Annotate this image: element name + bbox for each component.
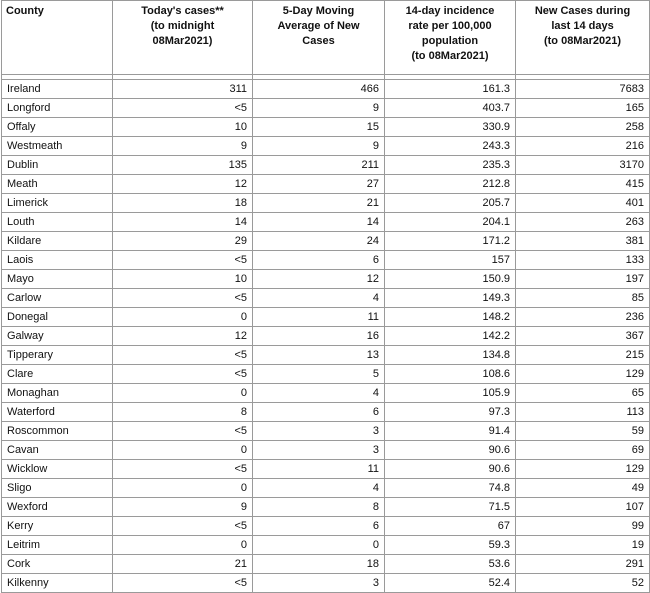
table-row [2, 403, 650, 422]
moving-average-cell: 16 [253, 327, 385, 346]
moving-average-cell: 27 [253, 175, 385, 194]
table-row [2, 289, 650, 308]
moving-average-cell: 3 [253, 422, 385, 441]
moving-average-cell: 9 [253, 99, 385, 118]
new-cases-14-cell: 367 [516, 327, 650, 346]
new-cases-14-cell: 129 [516, 460, 650, 479]
incidence-rate-cell: 53.6 [385, 555, 516, 574]
incidence-rate-cell: 212.8 [385, 175, 516, 194]
moving-average-cell: 6 [253, 517, 385, 536]
new-cases-14-cell: 258 [516, 118, 650, 137]
incidence-rate-cell: 235.3 [385, 156, 516, 175]
table-row [2, 555, 650, 574]
moving-average-cell: 3 [253, 441, 385, 460]
table-row [2, 384, 650, 403]
county-cell: Louth [2, 213, 113, 232]
county-cell: Mayo [2, 270, 113, 289]
county-cell: Wicklow [2, 460, 113, 479]
today-cases-cell: 10 [113, 118, 253, 137]
county-cell: Roscommon [2, 422, 113, 441]
table-body [2, 75, 650, 593]
new-cases-14-cell: 3170 [516, 156, 650, 175]
table-row [2, 80, 650, 99]
new-cases-14-cell: 99 [516, 517, 650, 536]
new-cases-14-cell: 401 [516, 194, 650, 213]
moving-average-cell: 18 [253, 555, 385, 574]
new-cases-14-cell: 165 [516, 99, 650, 118]
moving-average-cell: 0 [253, 536, 385, 555]
incidence-rate-cell: 205.7 [385, 194, 516, 213]
header-new-cases-14-days: New Cases during last 14 days (to 08Mar2021) [516, 1, 650, 75]
county-cell: Leitrim [2, 536, 113, 555]
county-cell: Tipperary [2, 346, 113, 365]
covid-county-table [1, 0, 650, 593]
incidence-rate-cell: 161.3 [385, 80, 516, 99]
moving-average-cell: 13 [253, 346, 385, 365]
table-row [2, 460, 650, 479]
incidence-rate-cell: 67 [385, 517, 516, 536]
new-cases-14-cell: 129 [516, 365, 650, 384]
moving-average-cell: 11 [253, 308, 385, 327]
header-row [2, 1, 650, 75]
incidence-rate-cell: 150.9 [385, 270, 516, 289]
new-cases-14-cell: 263 [516, 213, 650, 232]
county-cell: Cork [2, 555, 113, 574]
moving-average-cell: 466 [253, 80, 385, 99]
header-moving-average: 5-Day Moving Average of New Cases [253, 1, 385, 75]
incidence-rate-cell: 91.4 [385, 422, 516, 441]
new-cases-14-cell: 19 [516, 536, 650, 555]
today-cases-cell: 0 [113, 384, 253, 403]
today-cases-cell: 0 [113, 441, 253, 460]
today-cases-cell: 9 [113, 498, 253, 517]
incidence-rate-cell: 105.9 [385, 384, 516, 403]
incidence-rate-cell: 330.9 [385, 118, 516, 137]
table-row [2, 99, 650, 118]
incidence-rate-cell: 171.2 [385, 232, 516, 251]
header-today-cases: Today's cases** (to midnight 08Mar2021) [113, 1, 253, 75]
incidence-rate-cell: 403.7 [385, 99, 516, 118]
incidence-rate-cell: 157 [385, 251, 516, 270]
table-row [2, 137, 650, 156]
today-cases-cell: <5 [113, 289, 253, 308]
county-cell: Wexford [2, 498, 113, 517]
table-row [2, 346, 650, 365]
incidence-rate-cell: 90.6 [385, 460, 516, 479]
today-cases-cell: <5 [113, 460, 253, 479]
incidence-rate-cell: 148.2 [385, 308, 516, 327]
moving-average-cell: 21 [253, 194, 385, 213]
table-row [2, 118, 650, 137]
county-cell: Kilkenny [2, 574, 113, 593]
new-cases-14-cell: 69 [516, 441, 650, 460]
today-cases-cell: <5 [113, 365, 253, 384]
table-row [2, 213, 650, 232]
moving-average-cell: 14 [253, 213, 385, 232]
today-cases-cell: 29 [113, 232, 253, 251]
table-row [2, 536, 650, 555]
today-cases-cell: <5 [113, 517, 253, 536]
table-row [2, 175, 650, 194]
moving-average-cell: 4 [253, 384, 385, 403]
table-row [2, 422, 650, 441]
moving-average-cell: 6 [253, 403, 385, 422]
today-cases-cell: <5 [113, 422, 253, 441]
incidence-rate-cell: 243.3 [385, 137, 516, 156]
moving-average-cell: 6 [253, 251, 385, 270]
moving-average-cell: 15 [253, 118, 385, 137]
table-row [2, 327, 650, 346]
county-cell: Kildare [2, 232, 113, 251]
new-cases-14-cell: 85 [516, 289, 650, 308]
today-cases-cell: 8 [113, 403, 253, 422]
table-row [2, 479, 650, 498]
new-cases-14-cell: 236 [516, 308, 650, 327]
table-row [2, 365, 650, 384]
today-cases-cell: <5 [113, 574, 253, 593]
table-row [2, 498, 650, 517]
county-cell: Westmeath [2, 137, 113, 156]
incidence-rate-cell: 108.6 [385, 365, 516, 384]
county-cell: Kerry [2, 517, 113, 536]
new-cases-14-cell: 415 [516, 175, 650, 194]
new-cases-14-cell: 52 [516, 574, 650, 593]
today-cases-cell: 0 [113, 308, 253, 327]
table-row [2, 251, 650, 270]
moving-average-cell: 5 [253, 365, 385, 384]
today-cases-cell: 21 [113, 555, 253, 574]
table-row [2, 194, 650, 213]
county-cell: Cavan [2, 441, 113, 460]
today-cases-cell: 18 [113, 194, 253, 213]
county-cell: Longford [2, 99, 113, 118]
county-cell: Donegal [2, 308, 113, 327]
county-cell: Waterford [2, 403, 113, 422]
moving-average-cell: 24 [253, 232, 385, 251]
today-cases-cell: 12 [113, 175, 253, 194]
county-cell: Limerick [2, 194, 113, 213]
moving-average-cell: 211 [253, 156, 385, 175]
today-cases-cell: 135 [113, 156, 253, 175]
new-cases-14-cell: 113 [516, 403, 650, 422]
today-cases-cell: 0 [113, 479, 253, 498]
incidence-rate-cell: 204.1 [385, 213, 516, 232]
incidence-rate-cell: 97.3 [385, 403, 516, 422]
county-cell: Galway [2, 327, 113, 346]
moving-average-cell: 12 [253, 270, 385, 289]
county-cell: Carlow [2, 289, 113, 308]
new-cases-14-cell: 7683 [516, 80, 650, 99]
county-cell: Sligo [2, 479, 113, 498]
new-cases-14-cell: 133 [516, 251, 650, 270]
new-cases-14-cell: 107 [516, 498, 650, 517]
new-cases-14-cell: 59 [516, 422, 650, 441]
new-cases-14-cell: 49 [516, 479, 650, 498]
today-cases-cell: 9 [113, 137, 253, 156]
incidence-rate-cell: 59.3 [385, 536, 516, 555]
county-cell: Laois [2, 251, 113, 270]
table-row [2, 441, 650, 460]
new-cases-14-cell: 65 [516, 384, 650, 403]
incidence-rate-cell: 142.2 [385, 327, 516, 346]
header-incidence-rate: 14-day incidence rate per 100,000 population (to 08Mar2021) [385, 1, 516, 75]
moving-average-cell: 9 [253, 137, 385, 156]
table-row [2, 156, 650, 175]
today-cases-cell: 10 [113, 270, 253, 289]
county-cell: Offaly [2, 118, 113, 137]
incidence-rate-cell: 52.4 [385, 574, 516, 593]
header-county: County [2, 1, 113, 75]
today-cases-cell: 311 [113, 80, 253, 99]
today-cases-cell: <5 [113, 346, 253, 365]
today-cases-cell: 14 [113, 213, 253, 232]
table-row [2, 232, 650, 251]
new-cases-14-cell: 216 [516, 137, 650, 156]
today-cases-cell: 0 [113, 536, 253, 555]
county-cell: Ireland [2, 80, 113, 99]
moving-average-cell: 3 [253, 574, 385, 593]
incidence-rate-cell: 74.8 [385, 479, 516, 498]
incidence-rate-cell: 90.6 [385, 441, 516, 460]
new-cases-14-cell: 215 [516, 346, 650, 365]
incidence-rate-cell: 71.5 [385, 498, 516, 517]
today-cases-cell: <5 [113, 251, 253, 270]
today-cases-cell: 12 [113, 327, 253, 346]
moving-average-cell: 11 [253, 460, 385, 479]
new-cases-14-cell: 291 [516, 555, 650, 574]
new-cases-14-cell: 197 [516, 270, 650, 289]
county-cell: Dublin [2, 156, 113, 175]
county-cell: Meath [2, 175, 113, 194]
incidence-rate-cell: 134.8 [385, 346, 516, 365]
moving-average-cell: 8 [253, 498, 385, 517]
incidence-rate-cell: 149.3 [385, 289, 516, 308]
table-row [2, 308, 650, 327]
today-cases-cell: <5 [113, 99, 253, 118]
table-row [2, 574, 650, 593]
county-cell: Monaghan [2, 384, 113, 403]
county-cell: Clare [2, 365, 113, 384]
table-row [2, 517, 650, 536]
new-cases-14-cell: 381 [516, 232, 650, 251]
moving-average-cell: 4 [253, 289, 385, 308]
moving-average-cell: 4 [253, 479, 385, 498]
table-row [2, 270, 650, 289]
